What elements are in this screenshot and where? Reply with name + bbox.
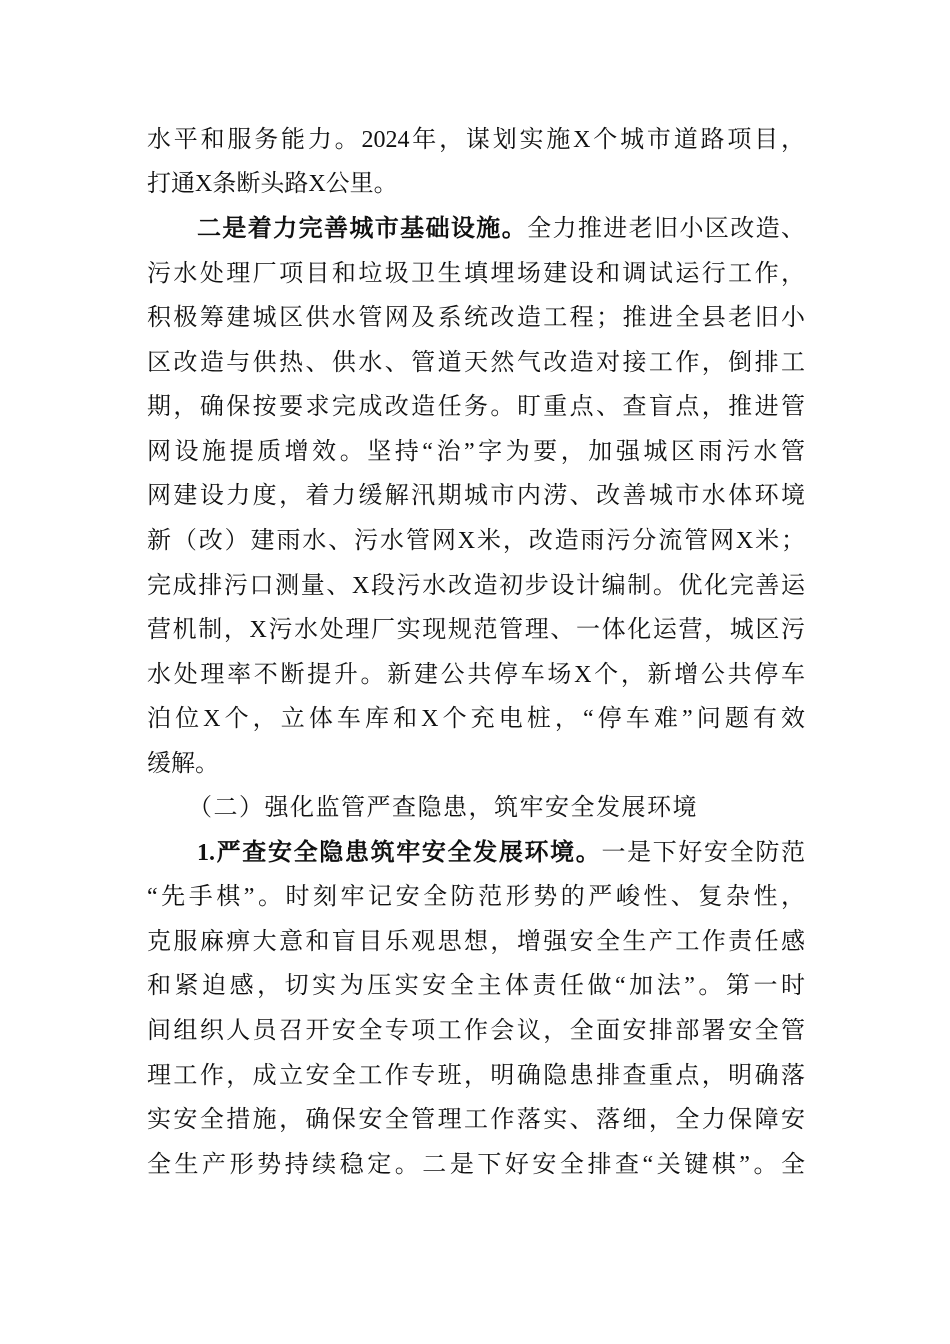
text-line: 污水处理厂项目和垃圾卫生填埋场建设和调试运行工作， (147, 261, 805, 287)
text-line: 缓解。 (147, 751, 219, 777)
text-line: 完成排污口测量、X段污水改造初步设计编制。优化完善运 (147, 573, 805, 599)
text-line: 打通X条断头路X公里。 (147, 171, 398, 197)
text-line: 泊位X个，立体车库和X个充电桩，“停车难”问题有效 (147, 706, 805, 732)
text-line: 水处理率不断提升。新建公共停车场X个，新增公共停车 (147, 662, 805, 688)
text-line: 网设施提质增效。坚持“治”字为要，加强城区雨污水管 (147, 439, 805, 465)
text-line: “先手棋”。时刻牢记安全防范形势的严峻性、复杂性， (147, 884, 805, 910)
paragraph-heading-line (197, 212, 805, 246)
text-span: 全力推进老旧小区改造、 (527, 216, 806, 242)
text-line: 实安全措施，确保安全管理工作落实、落细，全力保障安 (147, 1107, 805, 1133)
text-line: 营机制，X污水处理厂实现规范管理、一体化运营，城区污 (147, 617, 805, 643)
text-line: 和紧迫感，切实为压实安全主体责任做“加法”。第一时 (147, 973, 805, 999)
text-line: 理工作，成立安全工作专班，明确隐患排查重点，明确落 (147, 1063, 805, 1089)
text-line: 克服麻痹大意和盲目乐观思想，增强安全生产工作责任感 (147, 929, 805, 955)
text-line: 期，确保按要求完成改造任务。盯重点、查盲点，推进管 (147, 394, 805, 420)
bold-lead-in: 二是着力完善城市基础设施。 (197, 216, 528, 242)
text-line: 间组织人员召开安全专项工作会议，全面安排部署安全管 (147, 1018, 805, 1044)
text-line: 积极筹建城区供水管网及系统改造工程；推进全县老旧小 (147, 305, 805, 331)
text-line: 区改造与供热、供水、管道天然气改造对接工作，倒排工 (147, 350, 805, 376)
section-heading: （二）强化监管严查隐患，筑牢安全发展环境 (188, 795, 698, 821)
bold-lead-in: 1.严查安全隐患筑牢安全发展环境。 (197, 840, 602, 866)
text-span: 一是下好安全防范 (601, 840, 806, 866)
text-line: 新（改）建雨水、污水管网X米，改造雨污分流管网X米； (147, 528, 805, 554)
paragraph-heading-line (197, 836, 805, 870)
text-line: 全生产形势持续稳定。二是下好安全排查“关键棋”。全 (147, 1152, 805, 1178)
text-line: 网建设力度，着力缓解汛期城市内涝、改善城市水体环境 (147, 483, 805, 509)
text-line: 水平和服务能力。2024年，谋划实施X个城市道路项目， (147, 127, 805, 153)
